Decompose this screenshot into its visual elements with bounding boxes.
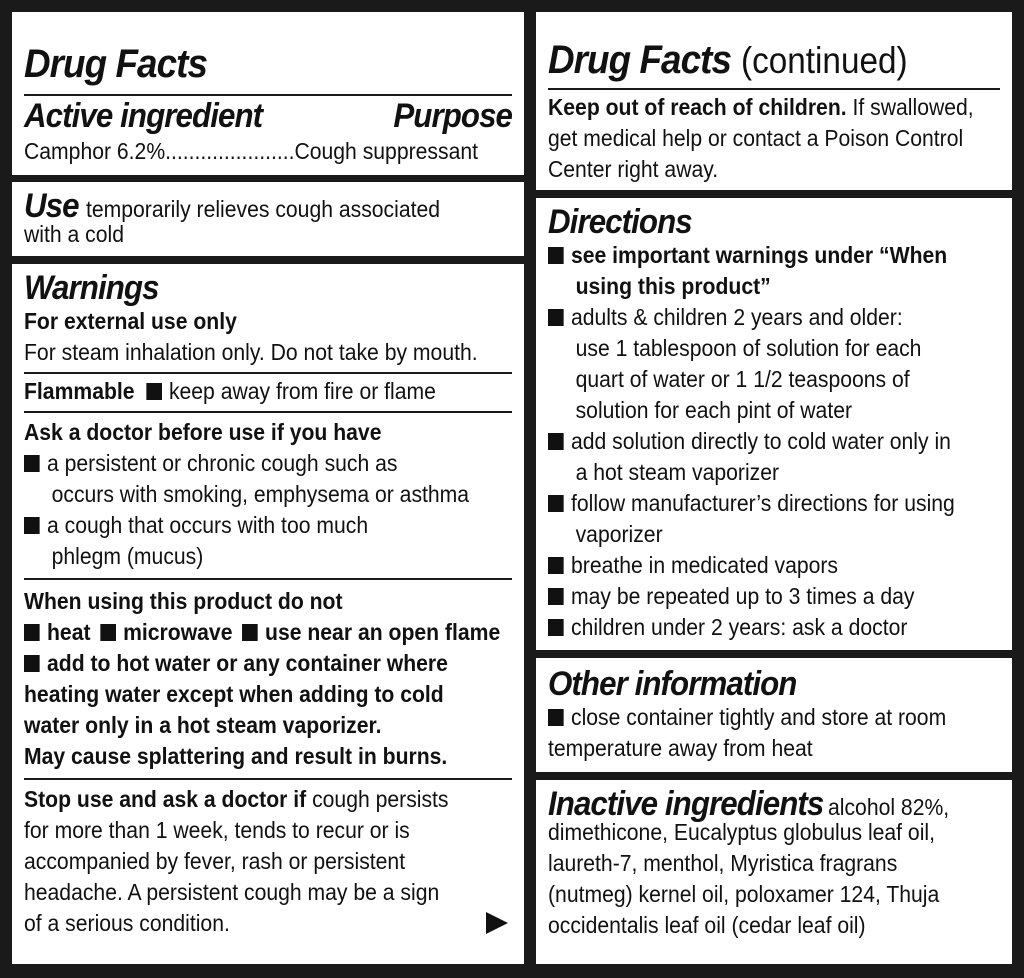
flammable-label: Flammable xyxy=(24,378,135,404)
when-open-flame: use near an open flame xyxy=(265,619,501,645)
direction-item-2-cont-3: solution for each pint of water xyxy=(575,397,853,423)
warnings-box xyxy=(12,264,524,964)
other-information-heading: Other information xyxy=(548,665,797,703)
keep-out-text-3: Center right away. xyxy=(548,156,719,182)
when-microwave: microwave xyxy=(123,619,233,645)
bullet-square-icon xyxy=(548,588,564,605)
ask-item-1-text: a persistent or chronic cough such as xyxy=(47,450,398,476)
inactive-text-4: (nutmeg) kernel oil, poloxamer 124, Thuja xyxy=(548,881,940,907)
continued-label: (continued) xyxy=(741,40,908,81)
inactive-text-3: laureth-7, menthol, Myristica fragrans xyxy=(548,850,898,876)
use-heading: Use xyxy=(24,187,79,225)
bullet-square-icon xyxy=(548,309,564,326)
stop-use-text-3: accompanied by fever, rash or persistent xyxy=(24,848,406,874)
keep-out-line-1 xyxy=(548,92,974,123)
stop-use-text-2: for more than 1 week, tends to recur or is xyxy=(24,817,410,843)
inactive-text-1: alcohol 82%, xyxy=(827,794,949,820)
directions-heading: Directions xyxy=(548,203,692,241)
keep-out-text-1: If swallowed, xyxy=(852,94,974,120)
inactive-text-2: dimethicone, Eucalyptus globulus leaf oil, xyxy=(548,819,935,845)
continue-arrow-icon xyxy=(486,912,508,934)
other-item-1 xyxy=(548,702,964,733)
flammable-text: keep away from fire or flame xyxy=(168,378,436,404)
when-add-line-2: heating water except when adding to cold xyxy=(24,681,444,707)
when-add-text-1: add to hot water or any container where xyxy=(47,650,448,676)
stop-use-text-5: of a serious condition. xyxy=(24,910,230,936)
divider xyxy=(24,778,512,780)
ask-item-1-cont: occurs with smoking, emphysema or asthma xyxy=(51,481,470,507)
other-item-1-text: close container tightly and store at room xyxy=(571,704,947,730)
active-ingredient-heading-row xyxy=(24,96,512,136)
flammable-line xyxy=(24,376,473,407)
ask-item-2-text: a cough that occurs with too much xyxy=(47,512,369,538)
direction-item-1-cont: using this product” xyxy=(575,273,771,299)
direction-item-1-text: see important warnings under “When xyxy=(571,242,948,268)
direction-item-6 xyxy=(548,581,964,612)
external-use-only: For external use only xyxy=(24,308,237,334)
divider xyxy=(24,372,512,374)
bullet-square-icon xyxy=(146,383,162,400)
stop-use-heading: Stop use and ask a doctor if xyxy=(24,786,307,812)
bullet-square-icon xyxy=(24,624,40,641)
bullet-square-icon xyxy=(100,624,116,641)
direction-item-2-cont-1: use 1 tablespoon of solution for each xyxy=(575,335,922,361)
bullet-square-icon xyxy=(24,455,40,472)
use-box xyxy=(12,182,524,256)
ask-item-2-cont: phlegm (mucus) xyxy=(51,543,204,569)
direction-item-4-cont: vaporizer xyxy=(575,521,663,547)
drug-facts-header-box xyxy=(12,12,524,175)
keep-out-heading: Keep out of reach of children. xyxy=(548,94,847,120)
when-heat: heat xyxy=(47,619,91,645)
direction-item-2-cont-2: quart of water or 1 1/2 teaspoons of xyxy=(575,366,910,392)
drug-facts-continued-title: Drug Facts xyxy=(548,38,732,82)
bullet-square-icon xyxy=(24,517,40,534)
direction-item-7 xyxy=(548,612,964,643)
warnings-heading: Warnings xyxy=(24,269,159,307)
direction-item-3 xyxy=(548,426,964,457)
bullet-square-icon xyxy=(548,709,564,726)
bullet-square-icon xyxy=(548,619,564,636)
stop-use-text-4: headache. A persistent cough may be a sign xyxy=(24,879,440,905)
other-information-box xyxy=(536,658,1012,772)
use-text-2: with a cold xyxy=(24,221,124,247)
direction-item-1 xyxy=(548,240,964,271)
when-using-items-line xyxy=(24,617,501,648)
direction-item-3-text: add solution directly to cold water only in xyxy=(571,428,951,454)
bullet-square-icon xyxy=(24,655,40,672)
purpose-heading: Purpose xyxy=(393,97,512,135)
when-add-line-3: water only in a hot steam vaporizer. xyxy=(24,712,382,738)
stop-use-text-1: cough persists xyxy=(312,786,449,812)
direction-item-2 xyxy=(548,302,964,333)
when-add-line-1 xyxy=(24,648,473,679)
steam-inhalation-text: For steam inhalation only. Do not take by mouth. xyxy=(24,339,478,365)
direction-item-5 xyxy=(548,550,964,581)
other-item-1-cont: temperature away from heat xyxy=(548,735,813,761)
ask-doctor-heading: Ask a doctor before use if you have xyxy=(24,419,382,445)
drug-facts-title: Drug Facts xyxy=(24,42,208,86)
directions-box xyxy=(536,198,1012,650)
inactive-ingredients-box xyxy=(536,780,1012,964)
when-using-heading: When using this product do not xyxy=(24,588,343,614)
divider xyxy=(24,411,512,413)
ask-item-2 xyxy=(24,510,473,541)
inactive-text-5: occidentalis leaf oil (cedar leaf oil) xyxy=(548,912,866,938)
bullet-square-icon xyxy=(548,495,564,512)
divider xyxy=(24,578,512,580)
direction-item-3-cont: a hot steam vaporizer xyxy=(575,459,780,485)
direction-item-5-text: breathe in medicated vapors xyxy=(571,552,839,578)
direction-item-2-text: adults & children 2 years and older: xyxy=(571,304,903,330)
active-ingredient-heading: Active ingredient xyxy=(24,97,263,135)
use-text-1: temporarily relieves cough associated xyxy=(85,196,440,222)
direction-item-4-text: follow manufacturer’s directions for using xyxy=(571,490,955,516)
bullet-square-icon xyxy=(548,247,564,264)
direction-item-7-text: children under 2 years: ask a doctor xyxy=(571,614,908,640)
inactive-ingredients-heading: Inactive ingredients xyxy=(548,785,824,823)
direction-item-4 xyxy=(548,488,964,519)
direction-item-6-text: may be repeated up to 3 times a day xyxy=(571,583,915,609)
active-ingredient-line: Camphor 6.2%......................Cough suppressant xyxy=(24,138,478,164)
continued-title-row xyxy=(548,38,1000,82)
stop-use-line-1 xyxy=(24,784,473,815)
when-add-line-4: May cause splattering and result in burns. xyxy=(24,743,448,769)
keep-out-text-2: get medical help or contact a Poison Control xyxy=(548,125,964,151)
bullet-square-icon xyxy=(242,624,258,641)
drug-facts-continued-box xyxy=(536,12,1012,190)
bullet-square-icon xyxy=(548,557,564,574)
ask-item-1 xyxy=(24,448,473,479)
bullet-square-icon xyxy=(548,433,564,450)
divider xyxy=(548,88,1000,90)
